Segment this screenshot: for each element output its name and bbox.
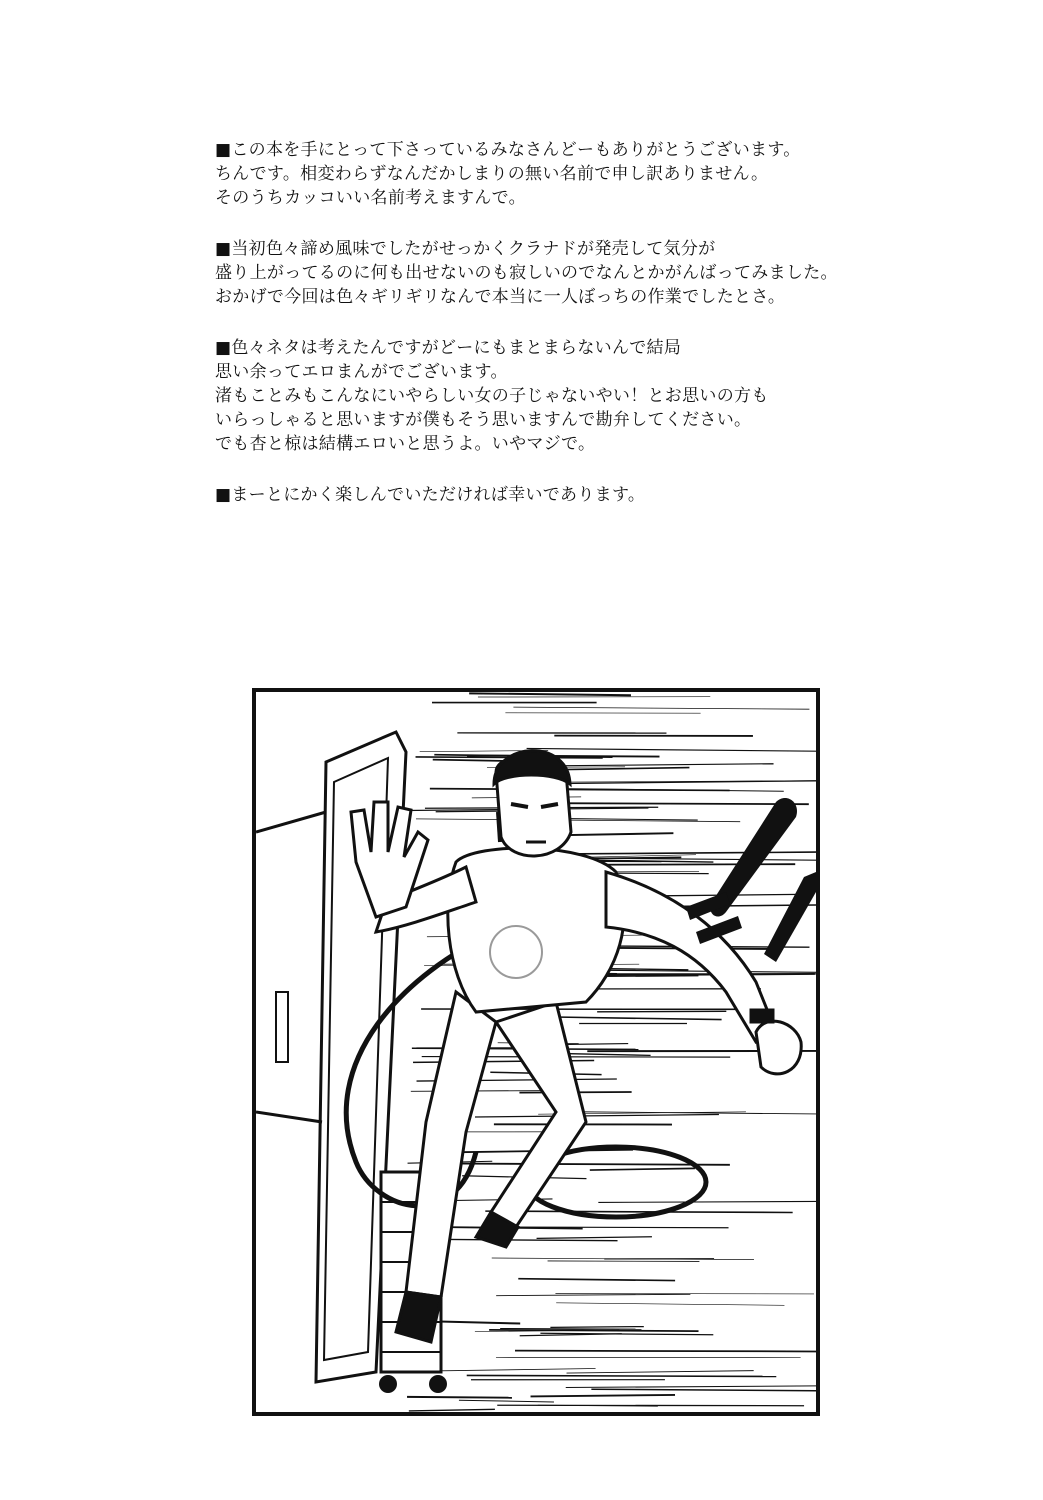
- speed-line: [485, 1211, 792, 1212]
- speed-line: [554, 1017, 722, 1020]
- paragraph-3-line-4: いらっしゃると思いますが僕もそう思いますんで勘弁してください。: [215, 410, 752, 430]
- speed-line: [511, 1227, 728, 1228]
- paragraph-1-line-1: ■この本を手にとって下さっているみなさんどーもありがとうございます。: [215, 140, 801, 160]
- speed-line: [566, 1386, 816, 1388]
- speed-line: [537, 1237, 652, 1239]
- speed-line: [430, 789, 730, 791]
- speed-line: [591, 1389, 816, 1390]
- speed-line: [475, 1115, 719, 1117]
- speed-line: [527, 748, 816, 751]
- speed-line: [587, 970, 816, 972]
- paragraph-1-line-2: ちんです。相変わらずなんだかしまりの無い名前で申し訳ありません。: [215, 164, 769, 184]
- speed-line: [550, 1327, 643, 1328]
- speed-line: [407, 1397, 512, 1398]
- speed-line: [467, 1375, 777, 1376]
- speed-line: [531, 1395, 675, 1397]
- speed-line: [448, 1239, 618, 1240]
- speed-line: [590, 1168, 695, 1170]
- manga-panel: [252, 688, 820, 1416]
- speed-line: [567, 1371, 754, 1373]
- paragraph-3-line-5: でも杏と椋は結構エロいと思うよ。いやマジで。: [215, 434, 596, 454]
- running-man-illustration: [351, 751, 801, 1342]
- speed-line: [513, 707, 809, 709]
- speed-line: [515, 1351, 816, 1352]
- speed-line: [548, 1261, 700, 1262]
- paragraph-1: [215, 138, 875, 210]
- paragraph-3: [215, 336, 875, 456]
- paragraph-4: [215, 483, 875, 507]
- speed-line: [445, 1164, 730, 1165]
- speed-line: [439, 1322, 520, 1324]
- afterword-text: [215, 138, 875, 534]
- speed-line: [459, 1400, 554, 1402]
- speed-line: [500, 1329, 641, 1330]
- paragraph-2-line-2: 盛り上がってるのに何も出せないのも寂しいのでなんとかがんばってみました。: [215, 263, 838, 283]
- paragraph-3-line-1: ■色々ネタは考えたんですがどーにもまとまらないんで結局: [215, 338, 682, 358]
- paragraph-1-line-3: そのうちカッコいい名前考えますんで。: [215, 188, 526, 208]
- speed-line: [547, 803, 808, 804]
- paragraph-2-line-3: おかげで今回は色々ギリギリなんで本当に一人ぼっちの作業でしたとさ。: [215, 287, 786, 307]
- speed-line: [598, 1201, 816, 1202]
- speed-line: [469, 693, 631, 695]
- speed-line: [424, 1369, 596, 1372]
- paragraph-4-line-1: ■まーとにかく楽しんでいただければ幸いであります。: [215, 485, 646, 505]
- motion-marks: [686, 798, 816, 962]
- paragraph-2: [215, 237, 875, 309]
- speed-line: [562, 852, 816, 854]
- speed-line: [555, 1293, 814, 1294]
- speed-line: [556, 1303, 784, 1305]
- paragraph-3-line-3: 渚もことみもこんなにいやらしい女の子じゃないやい！とお思いの方も: [215, 386, 769, 406]
- paragraph-3-line-2: 思い余ってエロまんがでございます。: [215, 362, 508, 382]
- speed-line: [496, 1294, 690, 1295]
- speed-line: [467, 756, 659, 757]
- manga-panel-illustration: [256, 692, 816, 1412]
- speed-line: [409, 1409, 495, 1411]
- paragraph-2-line-1: ■当初色々諦め風味でしたがせっかくクラナドが発売して気分が: [215, 239, 716, 259]
- speed-line: [518, 1279, 675, 1281]
